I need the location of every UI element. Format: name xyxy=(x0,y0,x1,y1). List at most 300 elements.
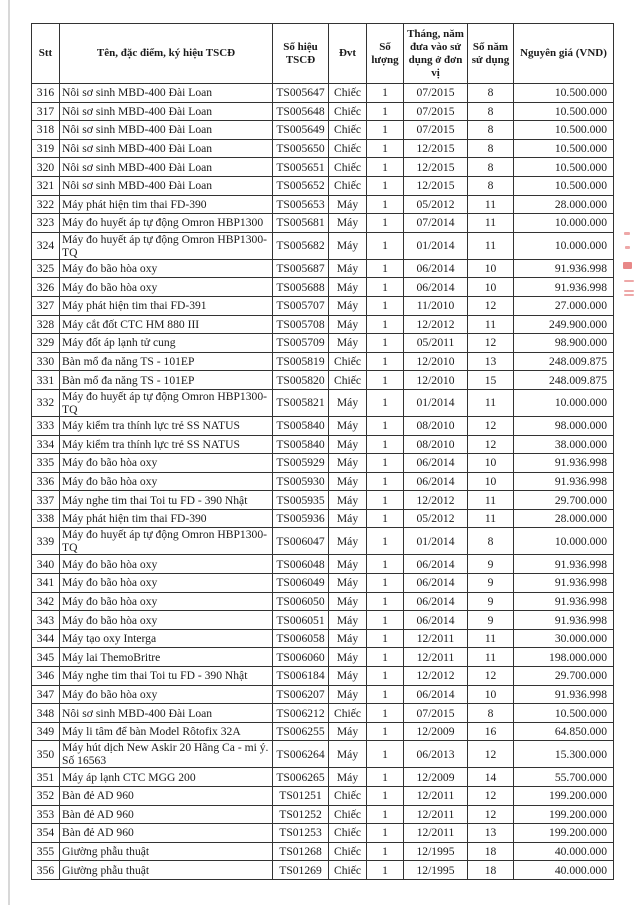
cell-code: TS005709 xyxy=(273,334,329,353)
table-row xyxy=(32,158,614,177)
cell-code: TS006047 xyxy=(273,528,329,555)
cell-qty: 1 xyxy=(367,139,404,158)
cell-date: 06/2014 xyxy=(404,454,468,473)
cell-stt: 319 xyxy=(32,139,60,158)
cell-qty: 1 xyxy=(367,472,404,491)
table-row xyxy=(32,278,614,297)
cell-years: 11 xyxy=(468,214,514,233)
cell-name: Máy nghe tim thai Toi tu FD - 390 Nhật xyxy=(60,491,273,510)
cell-qty: 1 xyxy=(367,704,404,723)
cell-unit: Máy xyxy=(329,389,367,416)
cell-stt: 341 xyxy=(32,574,60,593)
header-code: Số hiệu TSCĐ xyxy=(273,24,329,84)
cell-code: TS005707 xyxy=(273,296,329,315)
cell-unit: Chiếc xyxy=(329,787,367,806)
cell-name: Nôi sơ sinh MBD-400 Đài Loan xyxy=(60,704,273,723)
cell-qty: 1 xyxy=(367,861,404,880)
cell-unit: Máy xyxy=(329,555,367,574)
cell-stt: 335 xyxy=(32,454,60,473)
cell-name: Máy đo bão hòa oxy xyxy=(60,472,273,491)
cell-code: TS005936 xyxy=(273,509,329,528)
cell-qty: 1 xyxy=(367,176,404,195)
cell-date: 01/2014 xyxy=(404,528,468,555)
cell-name: Máy đo huyết áp tự động Omron HBP1300-TQ xyxy=(60,528,273,555)
cell-stt: 338 xyxy=(32,509,60,528)
cell-name: Bàn mổ đa năng TS - 101EP xyxy=(60,371,273,390)
cell-stt: 332 xyxy=(32,389,60,416)
cell-code: TS005688 xyxy=(273,278,329,297)
cell-price: 38.000.000 xyxy=(514,435,614,454)
cell-date: 06/2013 xyxy=(404,741,468,768)
cell-stt: 333 xyxy=(32,416,60,435)
cell-price: 199.200.000 xyxy=(514,805,614,824)
cell-code: TS005840 xyxy=(273,416,329,435)
table-row xyxy=(32,722,614,741)
cell-code: TS005687 xyxy=(273,259,329,278)
cell-date: 12/2010 xyxy=(404,371,468,390)
cell-years: 8 xyxy=(468,158,514,177)
cell-unit: Máy xyxy=(329,296,367,315)
cell-code: TS005935 xyxy=(273,491,329,510)
table-row xyxy=(32,232,614,259)
cell-stt: 354 xyxy=(32,824,60,843)
cell-price: 29.700.000 xyxy=(514,491,614,510)
cell-code: TS005651 xyxy=(273,158,329,177)
cell-qty: 1 xyxy=(367,555,404,574)
cell-stt: 339 xyxy=(32,528,60,555)
cell-unit: Máy xyxy=(329,232,367,259)
cell-years: 8 xyxy=(468,176,514,195)
cell-years: 15 xyxy=(468,371,514,390)
cell-stt: 337 xyxy=(32,491,60,510)
cell-code: TS005649 xyxy=(273,121,329,140)
cell-qty: 1 xyxy=(367,787,404,806)
cell-stt: 350 xyxy=(32,741,60,768)
cell-qty: 1 xyxy=(367,195,404,214)
table-row xyxy=(32,102,614,121)
cell-code: TS005930 xyxy=(273,472,329,491)
table-row xyxy=(32,528,614,555)
cell-date: 05/2011 xyxy=(404,334,468,353)
cell-code: TS01251 xyxy=(273,787,329,806)
table-body xyxy=(32,84,614,880)
cell-date: 12/1995 xyxy=(404,842,468,861)
table-row xyxy=(32,509,614,528)
cell-years: 11 xyxy=(468,389,514,416)
cell-name: Bàn đẻ AD 960 xyxy=(60,824,273,843)
cell-code: TS005650 xyxy=(273,139,329,158)
cell-stt: 336 xyxy=(32,472,60,491)
cell-stt: 318 xyxy=(32,121,60,140)
cell-date: 07/2015 xyxy=(404,704,468,723)
cell-name: Máy nghe tim thai Toi tu FD - 390 Nhật xyxy=(60,667,273,686)
cell-price: 10.500.000 xyxy=(514,139,614,158)
cell-unit: Máy xyxy=(329,454,367,473)
cell-date: 12/2015 xyxy=(404,176,468,195)
cell-code: TS005682 xyxy=(273,232,329,259)
cell-years: 12 xyxy=(468,416,514,435)
table-row xyxy=(32,416,614,435)
table-row xyxy=(32,389,614,416)
table-row xyxy=(32,84,614,103)
cell-qty: 1 xyxy=(367,371,404,390)
cell-date: 12/2012 xyxy=(404,491,468,510)
cell-unit: Chiếc xyxy=(329,805,367,824)
cell-stt: 330 xyxy=(32,352,60,371)
table-row xyxy=(32,315,614,334)
cell-name: Máy hút dịch New Askir 20 Hãng Ca - mi ý. Số 16563 xyxy=(60,741,273,768)
cell-unit: Chiếc xyxy=(329,842,367,861)
cell-years: 14 xyxy=(468,768,514,787)
cell-stt: 321 xyxy=(32,176,60,195)
cell-qty: 1 xyxy=(367,84,404,103)
cell-years: 11 xyxy=(468,315,514,334)
cell-price: 91.936.998 xyxy=(514,592,614,611)
cell-qty: 1 xyxy=(367,121,404,140)
cell-name: Máy phát hiện tim thai FD-390 xyxy=(60,195,273,214)
cell-date: 11/2010 xyxy=(404,296,468,315)
table-row xyxy=(32,824,614,843)
table-row xyxy=(32,259,614,278)
table-row xyxy=(32,805,614,824)
table-row xyxy=(32,842,614,861)
cell-date: 07/2015 xyxy=(404,121,468,140)
table-row xyxy=(32,371,614,390)
cell-qty: 1 xyxy=(367,574,404,593)
table-row xyxy=(32,861,614,880)
cell-price: 10.500.000 xyxy=(514,704,614,723)
cell-stt: 340 xyxy=(32,555,60,574)
cell-stt: 328 xyxy=(32,315,60,334)
cell-unit: Máy xyxy=(329,722,367,741)
cell-qty: 1 xyxy=(367,259,404,278)
table-row xyxy=(32,555,614,574)
cell-years: 8 xyxy=(468,704,514,723)
cell-code: TS005653 xyxy=(273,195,329,214)
table-row xyxy=(32,592,614,611)
cell-unit: Máy xyxy=(329,416,367,435)
cell-qty: 1 xyxy=(367,741,404,768)
cell-stt: 356 xyxy=(32,861,60,880)
cell-date: 06/2014 xyxy=(404,592,468,611)
cell-date: 12/2011 xyxy=(404,824,468,843)
cell-qty: 1 xyxy=(367,158,404,177)
cell-years: 12 xyxy=(468,296,514,315)
cell-years: 9 xyxy=(468,611,514,630)
cell-years: 10 xyxy=(468,454,514,473)
cell-years: 9 xyxy=(468,592,514,611)
cell-qty: 1 xyxy=(367,416,404,435)
cell-stt: 344 xyxy=(32,629,60,648)
cell-years: 12 xyxy=(468,667,514,686)
header-years: Số năm sử dụng xyxy=(468,24,514,84)
cell-code: TS006058 xyxy=(273,629,329,648)
cell-unit: Chiếc xyxy=(329,158,367,177)
cell-qty: 1 xyxy=(367,824,404,843)
cell-name: Máy đo huyết áp tự động Omron HBP1300-TQ xyxy=(60,232,273,259)
cell-code: TS005820 xyxy=(273,371,329,390)
cell-qty: 1 xyxy=(367,315,404,334)
cell-stt: 355 xyxy=(32,842,60,861)
cell-stt: 347 xyxy=(32,685,60,704)
cell-price: 98.000.000 xyxy=(514,416,614,435)
cell-price: 64.850.000 xyxy=(514,722,614,741)
cell-price: 40.000.000 xyxy=(514,861,614,880)
cell-code: TS006049 xyxy=(273,574,329,593)
cell-unit: Máy xyxy=(329,648,367,667)
cell-date: 07/2015 xyxy=(404,102,468,121)
cell-stt: 349 xyxy=(32,722,60,741)
cell-code: TS005840 xyxy=(273,435,329,454)
cell-unit: Chiếc xyxy=(329,84,367,103)
cell-years: 8 xyxy=(468,121,514,140)
cell-date: 12/2010 xyxy=(404,352,468,371)
cell-code: TS005819 xyxy=(273,352,329,371)
table-row xyxy=(32,741,614,768)
cell-qty: 1 xyxy=(367,334,404,353)
header-qty: Số lượng xyxy=(367,24,404,84)
cell-price: 27.000.000 xyxy=(514,296,614,315)
cell-code: TS006255 xyxy=(273,722,329,741)
cell-years: 11 xyxy=(468,629,514,648)
cell-date: 12/2009 xyxy=(404,768,468,787)
cell-code: TS01252 xyxy=(273,805,329,824)
cell-unit: Chiếc xyxy=(329,824,367,843)
cell-date: 06/2014 xyxy=(404,685,468,704)
cell-years: 13 xyxy=(468,352,514,371)
cell-years: 18 xyxy=(468,861,514,880)
cell-name: Giường phẫu thuật xyxy=(60,842,273,861)
cell-qty: 1 xyxy=(367,685,404,704)
page-edge xyxy=(8,0,10,905)
cell-years: 10 xyxy=(468,278,514,297)
cell-code: TS006048 xyxy=(273,555,329,574)
cell-unit: Máy xyxy=(329,768,367,787)
table-row xyxy=(32,121,614,140)
cell-stt: 342 xyxy=(32,592,60,611)
cell-price: 40.000.000 xyxy=(514,842,614,861)
cell-price: 91.936.998 xyxy=(514,611,614,630)
cell-date: 12/2012 xyxy=(404,315,468,334)
cell-name: Máy đo bão hòa oxy xyxy=(60,555,273,574)
cell-years: 8 xyxy=(468,84,514,103)
cell-name: Nôi sơ sinh MBD-400 Đài Loan xyxy=(60,139,273,158)
cell-unit: Máy xyxy=(329,259,367,278)
cell-unit: Chiếc xyxy=(329,121,367,140)
cell-qty: 1 xyxy=(367,842,404,861)
cell-stt: 323 xyxy=(32,214,60,233)
cell-qty: 1 xyxy=(367,722,404,741)
cell-price: 10.500.000 xyxy=(514,121,614,140)
cell-unit: Máy xyxy=(329,574,367,593)
cell-unit: Máy xyxy=(329,629,367,648)
cell-price: 91.936.998 xyxy=(514,574,614,593)
header-stt: Stt xyxy=(32,24,60,84)
cell-years: 11 xyxy=(468,509,514,528)
cell-name: Bàn đẻ AD 960 xyxy=(60,805,273,824)
cell-name: Máy phát hiện tim thai FD-390 xyxy=(60,509,273,528)
cell-name: Nôi sơ sinh MBD-400 Đài Loan xyxy=(60,158,273,177)
table-row xyxy=(32,704,614,723)
header-date: Tháng, năm đưa vào sử dụng ở đơn vị xyxy=(404,24,468,84)
cell-date: 12/1995 xyxy=(404,861,468,880)
cell-years: 10 xyxy=(468,259,514,278)
cell-name: Máy đo bão hòa oxy xyxy=(60,259,273,278)
cell-date: 07/2014 xyxy=(404,214,468,233)
cell-years: 9 xyxy=(468,555,514,574)
cell-name: Máy kiểm tra thính lực trẻ SS NATUS xyxy=(60,435,273,454)
cell-price: 10.500.000 xyxy=(514,176,614,195)
cell-qty: 1 xyxy=(367,768,404,787)
cell-price: 91.936.998 xyxy=(514,259,614,278)
cell-name: Máy đo bão hòa oxy xyxy=(60,592,273,611)
cell-date: 01/2014 xyxy=(404,232,468,259)
cell-name: Bàn đẻ AD 960 xyxy=(60,787,273,806)
cell-price: 29.700.000 xyxy=(514,667,614,686)
cell-qty: 1 xyxy=(367,232,404,259)
table-row xyxy=(32,195,614,214)
cell-unit: Máy xyxy=(329,592,367,611)
table-row xyxy=(32,176,614,195)
cell-unit: Máy xyxy=(329,214,367,233)
table-row xyxy=(32,454,614,473)
cell-date: 12/2009 xyxy=(404,722,468,741)
cell-date: 12/2015 xyxy=(404,139,468,158)
cell-price: 249.900.000 xyxy=(514,315,614,334)
cell-name: Máy tạo oxy Interga xyxy=(60,629,273,648)
cell-code: TS006207 xyxy=(273,685,329,704)
table-row xyxy=(32,472,614,491)
cell-qty: 1 xyxy=(367,352,404,371)
cell-name: Máy đo huyết áp tự động Omron HBP1300 xyxy=(60,214,273,233)
cell-date: 07/2015 xyxy=(404,84,468,103)
cell-name: Máy cắt đốt CTC HM 880 III xyxy=(60,315,273,334)
cell-price: 10.000.000 xyxy=(514,528,614,555)
cell-date: 06/2014 xyxy=(404,555,468,574)
cell-date: 06/2014 xyxy=(404,472,468,491)
cell-name: Nôi sơ sinh MBD-400 Đài Loan xyxy=(60,84,273,103)
cell-name: Máy lai ThemoBritre xyxy=(60,648,273,667)
cell-stt: 326 xyxy=(32,278,60,297)
cell-name: Máy li tâm để bàn Model Rôtofix 32A xyxy=(60,722,273,741)
cell-stt: 317 xyxy=(32,102,60,121)
cell-years: 8 xyxy=(468,528,514,555)
cell-date: 06/2014 xyxy=(404,259,468,278)
cell-unit: Chiếc xyxy=(329,371,367,390)
cell-name: Máy đo bão hòa oxy xyxy=(60,685,273,704)
cell-date: 06/2014 xyxy=(404,611,468,630)
header-name: Tên, đặc điểm, ký hiệu TSCĐ xyxy=(60,24,273,84)
cell-date: 05/2012 xyxy=(404,195,468,214)
cell-price: 91.936.998 xyxy=(514,454,614,473)
cell-price: 28.000.000 xyxy=(514,509,614,528)
cell-date: 12/2011 xyxy=(404,787,468,806)
cell-price: 10.000.000 xyxy=(514,214,614,233)
table-row xyxy=(32,334,614,353)
cell-code: TS005652 xyxy=(273,176,329,195)
cell-code: TS006050 xyxy=(273,592,329,611)
cell-unit: Máy xyxy=(329,611,367,630)
table-row xyxy=(32,787,614,806)
cell-unit: Máy xyxy=(329,528,367,555)
cell-name: Máy phát hiện tim thai FD-391 xyxy=(60,296,273,315)
header-unit: Đvt xyxy=(329,24,367,84)
cell-qty: 1 xyxy=(367,454,404,473)
cell-qty: 1 xyxy=(367,805,404,824)
cell-stt: 353 xyxy=(32,805,60,824)
cell-unit: Máy xyxy=(329,491,367,510)
table-row xyxy=(32,214,614,233)
cell-code: TS006060 xyxy=(273,648,329,667)
cell-code: TS006212 xyxy=(273,704,329,723)
cell-code: TS006184 xyxy=(273,667,329,686)
cell-date: 08/2010 xyxy=(404,435,468,454)
cell-name: Máy đo bão hòa oxy xyxy=(60,454,273,473)
cell-price: 91.936.998 xyxy=(514,685,614,704)
cell-code: TS006051 xyxy=(273,611,329,630)
cell-code: TS006265 xyxy=(273,768,329,787)
cell-price: 199.200.000 xyxy=(514,787,614,806)
cell-price: 55.700.000 xyxy=(514,768,614,787)
cell-stt: 331 xyxy=(32,371,60,390)
cell-unit: Máy xyxy=(329,667,367,686)
cell-years: 8 xyxy=(468,102,514,121)
cell-qty: 1 xyxy=(367,389,404,416)
cell-date: 12/2011 xyxy=(404,805,468,824)
cell-price: 199.200.000 xyxy=(514,824,614,843)
cell-date: 06/2014 xyxy=(404,278,468,297)
cell-date: 05/2012 xyxy=(404,509,468,528)
cell-unit: Máy xyxy=(329,685,367,704)
table-row xyxy=(32,352,614,371)
cell-name: Giường phẫu thuật xyxy=(60,861,273,880)
cell-years: 10 xyxy=(468,685,514,704)
cell-years: 12 xyxy=(468,435,514,454)
cell-qty: 1 xyxy=(367,278,404,297)
cell-qty: 1 xyxy=(367,509,404,528)
cell-stt: 329 xyxy=(32,334,60,353)
table-row xyxy=(32,491,614,510)
cell-unit: Máy xyxy=(329,334,367,353)
table-row xyxy=(32,629,614,648)
cell-code: TS01269 xyxy=(273,861,329,880)
table-row xyxy=(32,296,614,315)
cell-name: Máy đốt áp lạnh tử cung xyxy=(60,334,273,353)
cell-qty: 1 xyxy=(367,648,404,667)
cell-unit: Máy xyxy=(329,741,367,768)
table-row xyxy=(32,611,614,630)
cell-stt: 348 xyxy=(32,704,60,723)
cell-stt: 343 xyxy=(32,611,60,630)
cell-name: Máy đo bão hòa oxy xyxy=(60,278,273,297)
cell-qty: 1 xyxy=(367,629,404,648)
cell-date: 12/2011 xyxy=(404,629,468,648)
cell-years: 11 xyxy=(468,491,514,510)
cell-date: 12/2011 xyxy=(404,648,468,667)
cell-price: 91.936.998 xyxy=(514,278,614,297)
table-row xyxy=(32,685,614,704)
cell-price: 10.000.000 xyxy=(514,389,614,416)
cell-stt: 351 xyxy=(32,768,60,787)
cell-qty: 1 xyxy=(367,296,404,315)
cell-unit: Chiếc xyxy=(329,704,367,723)
cell-price: 30.000.000 xyxy=(514,629,614,648)
cell-years: 11 xyxy=(468,195,514,214)
cell-qty: 1 xyxy=(367,102,404,121)
cell-qty: 1 xyxy=(367,435,404,454)
cell-code: TS005681 xyxy=(273,214,329,233)
cell-name: Nôi sơ sinh MBD-400 Đài Loan xyxy=(60,102,273,121)
